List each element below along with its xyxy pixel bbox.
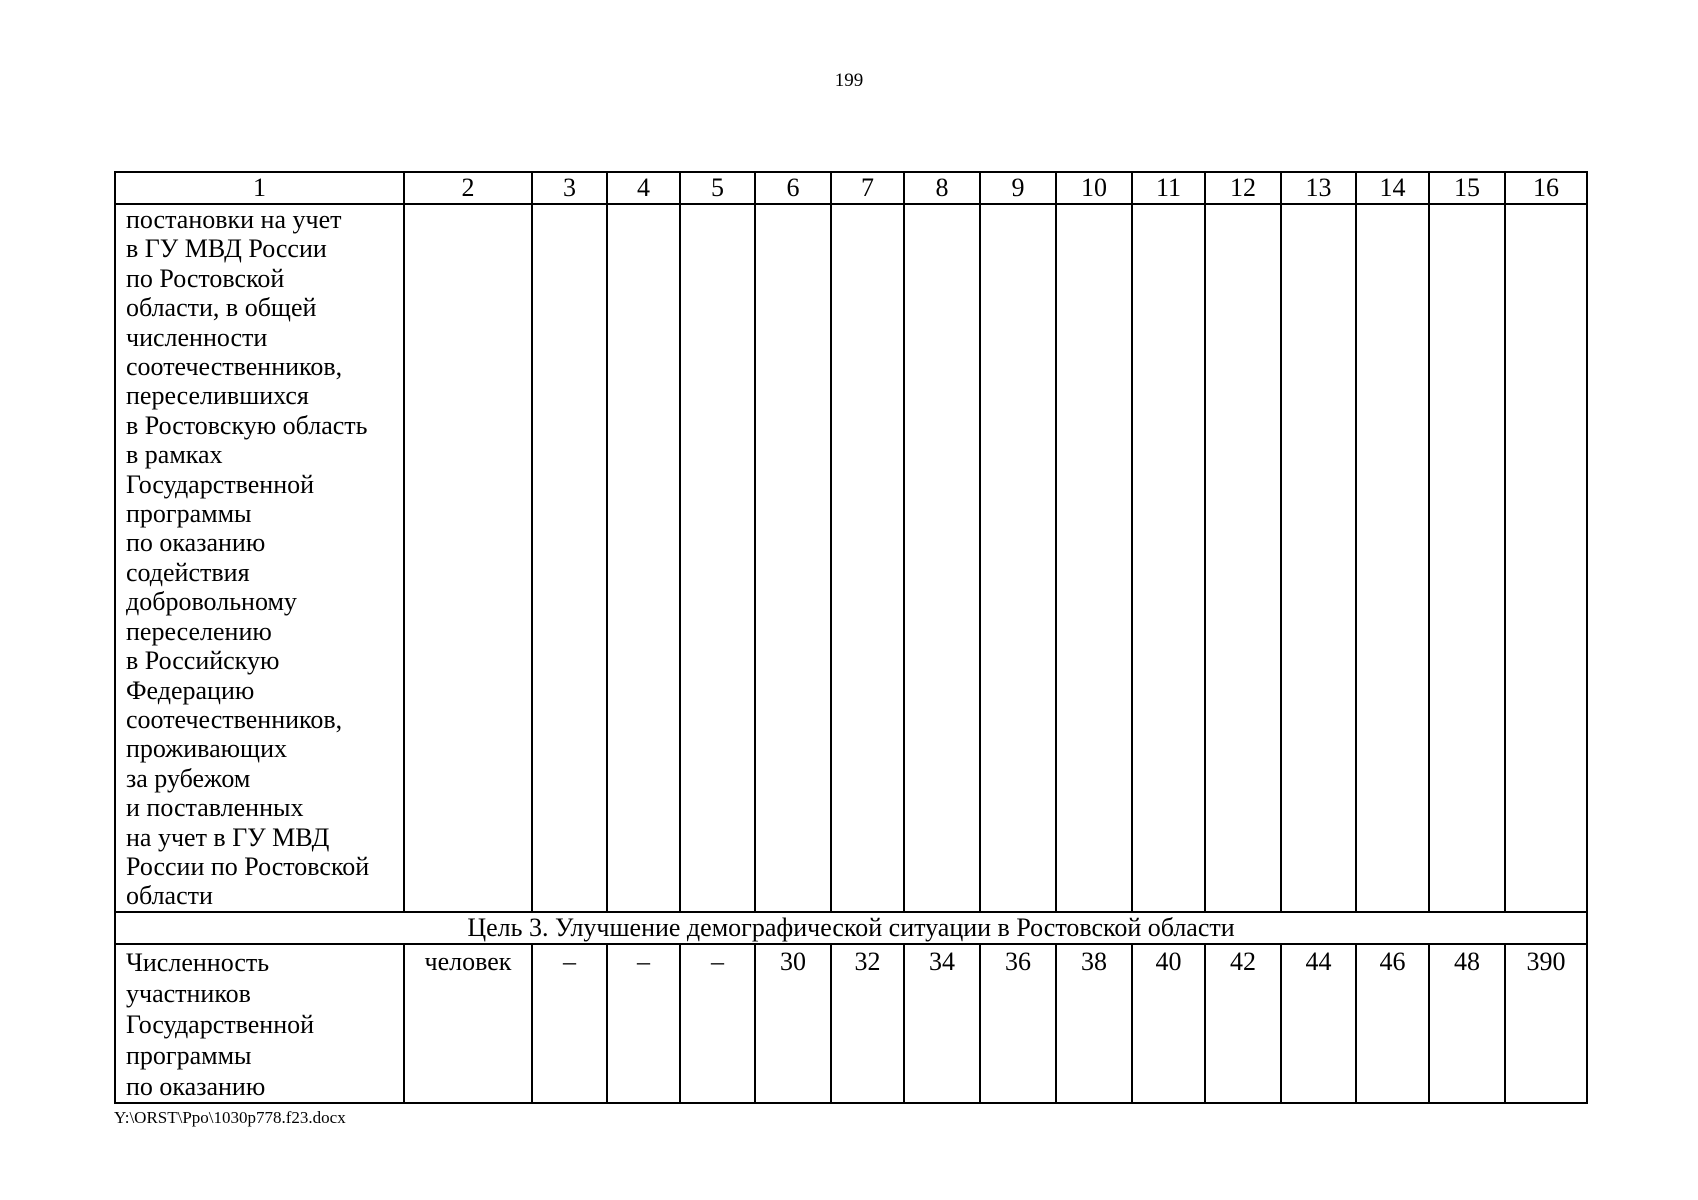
value-cell: 46 xyxy=(1356,944,1429,1103)
indicator-name-line: Государственной xyxy=(126,1009,315,1039)
empty-cell xyxy=(980,204,1056,912)
indicator-name-line: численности xyxy=(126,322,268,352)
value-cell: 34 xyxy=(904,944,980,1103)
empty-cell xyxy=(680,204,755,912)
value-cell: 390 xyxy=(1505,944,1587,1103)
file-path-footer: Y:\ORST\Ppo\1030p778.f23.docx xyxy=(114,1108,346,1127)
indicator-name-line: в Ростовскую область xyxy=(126,410,368,440)
indicator-name-line: Численность xyxy=(126,947,270,977)
indicator-name-line: Государственной xyxy=(126,469,315,499)
indicator-name-line: в рамках xyxy=(126,440,223,470)
indicator-name-line: по оказанию xyxy=(126,1071,266,1101)
indicator-name-line: за рубежом xyxy=(126,763,251,793)
indicator-name-line: переселившихся xyxy=(126,381,309,411)
value-cell: 32 xyxy=(831,944,904,1103)
indicator-name-line: на учет в ГУ МВД xyxy=(126,822,330,852)
goal-row xyxy=(115,912,1587,944)
column-number: 1 xyxy=(115,172,404,204)
indicator-name-line: по оказанию xyxy=(126,528,266,558)
column-number: 15 xyxy=(1429,172,1505,204)
indicator-name-line: в Российскую xyxy=(126,646,280,676)
column-number: 12 xyxy=(1205,172,1281,204)
column-number: 5 xyxy=(680,172,755,204)
indicator-name-line: соотечественников, xyxy=(126,352,343,382)
indicator-name-line: по Ростовской xyxy=(126,263,285,293)
column-number: 8 xyxy=(904,172,980,204)
empty-cell xyxy=(1356,204,1429,912)
indicator-name-line: в ГУ МВД России xyxy=(126,234,327,264)
indicator-name-line: добровольному xyxy=(126,587,297,617)
indicator-name-line: проживающих xyxy=(126,734,287,764)
indicator-name-cell xyxy=(115,944,404,1103)
table-row xyxy=(115,944,1587,1103)
table-row xyxy=(115,204,1587,912)
indicator-name-line: содействия xyxy=(126,557,250,587)
value-cell: 42 xyxy=(1205,944,1281,1103)
empty-cell xyxy=(1281,204,1356,912)
empty-cell xyxy=(404,204,532,912)
goal-title: Цель 3. Улучшение демографической ситуации в Ростовской области xyxy=(115,912,1587,944)
column-number: 4 xyxy=(607,172,680,204)
unit-cell: человек xyxy=(404,944,532,1103)
value-cell: 40 xyxy=(1132,944,1205,1103)
empty-cell xyxy=(1505,204,1587,912)
indicator-name-line: переселению xyxy=(126,616,272,646)
value-cell: 48 xyxy=(1429,944,1505,1103)
indicator-name-line: области, в общей xyxy=(126,293,317,323)
column-number: 9 xyxy=(980,172,1056,204)
column-number: 11 xyxy=(1132,172,1205,204)
empty-cell xyxy=(1205,204,1281,912)
column-number: 6 xyxy=(755,172,831,204)
indicator-name-line: постановки на учет xyxy=(126,205,342,234)
indicator-name-line: участников xyxy=(126,978,251,1008)
column-number: 7 xyxy=(831,172,904,204)
empty-cell xyxy=(1429,204,1505,912)
column-number: 16 xyxy=(1505,172,1587,204)
indicator-name-line: и поставленных xyxy=(126,793,304,823)
value-cell: 36 xyxy=(980,944,1056,1103)
column-number: 13 xyxy=(1281,172,1356,204)
value-cell: 44 xyxy=(1281,944,1356,1103)
empty-cell xyxy=(532,204,607,912)
empty-cell xyxy=(755,204,831,912)
column-number: 2 xyxy=(404,172,532,204)
indicator-name-line: программы xyxy=(126,499,252,529)
value-cell: – xyxy=(532,944,607,1103)
value-cell: – xyxy=(607,944,680,1103)
column-number: 3 xyxy=(532,172,607,204)
indicator-name-line: Федерацию xyxy=(126,675,255,705)
value-cell: – xyxy=(680,944,755,1103)
column-number-row xyxy=(115,172,1587,204)
empty-cell xyxy=(831,204,904,912)
indicator-name-line: области xyxy=(126,881,213,911)
value-cell: 30 xyxy=(755,944,831,1103)
empty-cell xyxy=(904,204,980,912)
indicator-name-line: России по Ростовской xyxy=(126,851,370,881)
indicator-name-cell xyxy=(115,204,404,912)
indicator-name-line: программы xyxy=(126,1040,252,1070)
empty-cell xyxy=(1056,204,1132,912)
empty-cell xyxy=(607,204,680,912)
indicator-name-line: соотечественников, xyxy=(126,704,343,734)
page-number: 199 xyxy=(834,70,864,91)
empty-cell xyxy=(1132,204,1205,912)
value-cell: 38 xyxy=(1056,944,1132,1103)
column-number: 14 xyxy=(1356,172,1429,204)
indicator-table xyxy=(114,171,1588,1104)
column-number: 10 xyxy=(1056,172,1132,204)
